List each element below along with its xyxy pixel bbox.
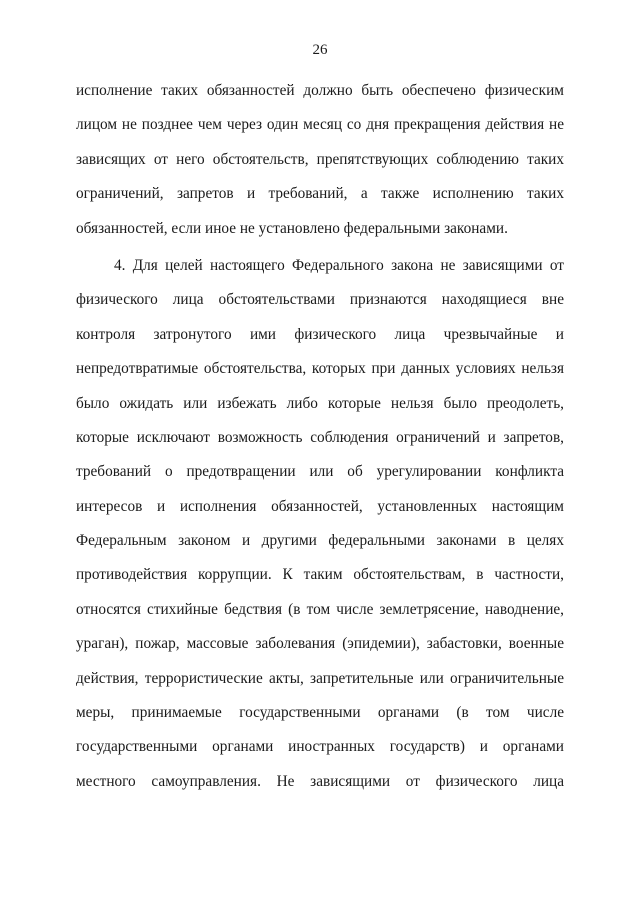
paragraph-2-line: интересов и исполнения обязанностей, установленных настоящим — [76, 497, 564, 515]
paragraph-2-line: государственными органами иностранных государств) и органами — [76, 738, 564, 756]
page-number: 26 — [312, 42, 328, 58]
paragraph-2-line: требований о предотвращении или об урегулировании конфликта — [76, 463, 564, 481]
paragraph-1-line: зависящих от него обстоятельств, препятствующих соблюдению таких — [76, 150, 564, 168]
paragraph-2-line: непредотвратимые обстоятельства, которых при данных условиях нельзя — [76, 360, 564, 378]
paragraph-2-line: ураган), пожар, массовые заболевания (эпидемии), забастовки, военные — [76, 635, 564, 653]
paragraph-2-line: было ожидать или избежать либо которые нельзя было преодолеть, — [76, 394, 564, 412]
paragraph-2-line: физического лица обстоятельствами признаются находящиеся вне — [76, 291, 564, 309]
paragraph-2-line: 4. Для целей настоящего Федерального закона не зависящими от — [114, 256, 564, 274]
paragraph-2-line: относятся стихийные бедствия (в том числе землетрясение, наводнение, — [76, 600, 564, 618]
paragraph-1-line: обязанностей, если иное не установлено федеральными законами. — [76, 219, 508, 237]
paragraph-2-line: местного самоуправления. Не зависящими от физического лица — [76, 772, 564, 790]
paragraph-2-line: которые исключают возможность соблюдения ограничений и запретов, — [76, 428, 564, 446]
paragraph-1-line: исполнение таких обязанностей должно быть обеспечено физическим — [76, 82, 564, 99]
paragraph-1-line: лицом не позднее чем через один месяц со дня прекращения действия не — [76, 116, 564, 134]
paragraph-2-line: меры, принимаемые государственными органами (в том числе — [76, 704, 564, 722]
paragraph-1-line: ограничений, запретов и требований, а также исполнению таких — [76, 185, 564, 203]
paragraph-2-line: действия, террористические акты, запретительные или ограничительные — [76, 669, 564, 687]
paragraph-2-line: противодействия коррупции. К таким обстоятельствам, в частности, — [76, 566, 564, 584]
paragraph-2-line: контроля затронутого ими физического лица чрезвычайные и — [76, 325, 564, 343]
paragraph-2-line: Федеральным законом и другими федеральными законами в целях — [76, 532, 564, 550]
body-text — [76, 81, 564, 806]
